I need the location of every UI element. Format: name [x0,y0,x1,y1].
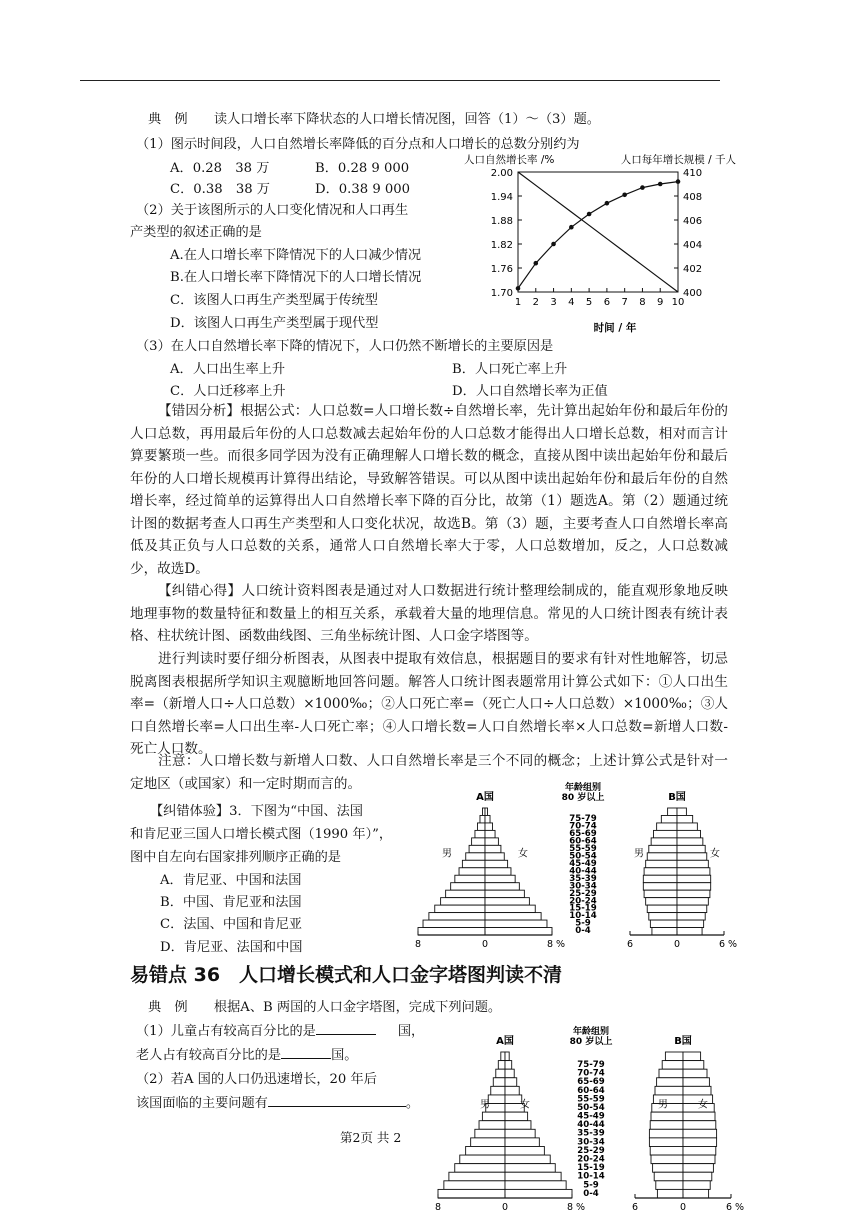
pyramid-bar-male [654,1172,683,1181]
pyramid-bar-male [649,1129,683,1138]
pyramid-bar-female [677,868,710,875]
pyramid-bar-male [644,868,677,875]
answer-blank-1[interactable] [316,1034,376,1035]
pyramid-bar-female [485,815,490,822]
pyramid-bar-male [475,1129,505,1138]
q3-option-a: A．人口出生率上升 [170,362,286,377]
chart-left-tick-label: 2.00 [490,168,513,179]
population-pyramid-1 [414,780,738,950]
pyramid-axis-label: 6 [631,1202,639,1213]
pyramid-bar-male [647,853,677,860]
age-group-label: 60-64 [569,836,597,847]
chart-left-axis-label: 人口自然增长率 /% [464,154,555,166]
example-intro: 典 例 读人口增长率下降状态的人口增长情况图，回答（1）～（3）题。 [148,112,600,127]
pyramid-bar-male [646,860,677,867]
pyramid-axis-label: 0 [679,1202,687,1213]
ex2-q1-text: （1）儿童占有较高百分比的是 [136,1024,316,1039]
chart-point [640,185,645,190]
pyramid-bar-female [677,860,708,867]
pyramid-bar-female [677,928,702,935]
pyramid-bar-male [651,838,677,845]
pyramid-bar-female [683,1189,709,1198]
pyramid-bar-female [505,1189,572,1198]
pyramid-bar-male [657,1189,683,1198]
exp-option-c: C．法国、中国和肯尼亚 [160,917,302,932]
chart-right-axis-label: 人口每年增长规模 / 千人 [620,154,736,166]
chart-x-tick-label: 1 [514,297,522,308]
pyramid-bar-male [646,898,677,905]
pyramid-bar-female [683,1121,716,1130]
age-group-label: 5-9 [583,1180,599,1191]
page-footer: 第2页 共 2 [340,1130,402,1145]
pyramid-bar-female [505,1181,566,1190]
pyramid-bar-male [460,1155,505,1164]
age-group-label: 65-69 [577,1077,605,1088]
pyramid-bar-female [677,898,708,905]
pyramid-bar-male [482,1112,505,1121]
pyramid-bar-female [485,890,524,897]
age-group-label: 25-29 [569,888,597,899]
age-group-header-80: 80 岁以上 [561,793,605,803]
pyramid-male-label: 男 [480,1099,490,1111]
chart-left-tick-label: 1.94 [490,192,513,203]
pyramid-bar-female [683,1138,717,1147]
pyramid-female-label: 女 [710,848,720,860]
pyramid-title: A国 [496,1036,514,1047]
pyramid-bar-female [683,1129,717,1138]
pyramid-bar-female [505,1138,539,1147]
chart-left-tick-label: 1.88 [490,216,513,227]
pyramid-bar-female [485,905,535,912]
pyramid-bar-male [469,845,485,852]
pyramid-bar-male [644,890,677,897]
pyramid-bar-male [659,1069,683,1078]
pyramid-bar-male [654,830,678,837]
pyramid-bar-female [683,1078,709,1087]
pyramid-bar-female [677,883,711,890]
pyramid-bar-female [677,890,710,897]
pyramid-bar-female [505,1069,514,1078]
pyramid-bar-male [466,853,485,860]
pyramid-bar-male [662,1061,683,1070]
pyramid-bar-female [485,845,501,852]
chart-right-tick-label: 402 [683,264,703,275]
pyramid-bar-female [485,808,488,815]
age-group-label: 50-54 [577,1102,605,1113]
correction-insight: 【纠错心得】人口统计资料图表是通过对人口数据进行统计整理绘制成的，能直观形象地反映地理事物的数量特征和数量上的相互关系，承载着大量的地理信息。常见的人口统计图表有统计表格、柱状统计图、函数曲线图、三角坐标统计图、人口金字塔图等。 [130,583,728,644]
pyramid-axis-label: 6 [626,939,634,950]
chart-point [676,179,681,184]
age-group-label: 20-24 [569,896,597,907]
pyramid-bar-female [485,830,495,837]
pyramid-bar-male [435,905,485,912]
pyramid-bar-female [677,815,693,822]
pyramid-bar-female [505,1086,519,1095]
pyramid-bar-female [683,1061,704,1070]
pyramid-bar-male [651,1155,683,1164]
pyramid-bar-male [649,913,677,920]
chart-x-tick-label: 7 [621,297,628,308]
pyramid-bar-female [505,1061,512,1070]
pyramid-bar-male [668,808,677,815]
pyramid-bar-male [496,1069,505,1078]
pyramid-bar-male [656,1181,683,1190]
pyramid-bar-male [479,1121,505,1130]
pyramid-axis-label: 0 [481,939,489,950]
pyramid-bar-male [649,845,677,852]
reading-tips: 进行判读时要仔细分析图表，从图表中提取有效信息，根据题目的要求有针对性地解答，切忌脱离图表根据所学知识主观臆断地回答问题。解答人口统计图表题常用计算公式如下：①人口出生率=（新增人口÷人口总数）×1000‰；②人口死亡率=（死亡人口÷人口总数）×1000‰；③人口自然增长率=人口出生率-人口死亡率；④人口增长数=人口自然增长率×人口总数=新增人口数-死亡人口数。 [130,651,728,757]
pyramid-bar-male [472,838,485,845]
pyramid-bar-female [505,1129,535,1138]
pyramid-axis-label: 6 % [725,1202,745,1213]
chart-x-tick-label: 5 [585,297,593,308]
q3-option-d: D．人口自然增长率为正值 [452,384,608,399]
age-group-label: 10-14 [577,1171,605,1182]
age-group-label: 65-69 [569,829,597,840]
pyramid-bar-female [485,875,515,882]
pyramid-bar-male [477,823,485,830]
pyramid-bar-male [438,1189,505,1198]
example2-intro: 典 例 根据A、B 两国的人口金字塔图，完成下列问题。 [148,1000,502,1015]
pyramid-axis-label: 8 % [566,1202,586,1213]
age-group-label: 55-59 [577,1094,605,1105]
ex2-q1b-text: 老人占有较高百分比的是 [136,1048,282,1063]
chart-x-axis-label: 时间 / 年 [593,322,637,334]
pyramid-bar-male [491,1086,505,1095]
pyramid-axis-label: 0 [673,939,681,950]
exp-option-b: B．中国、肯尼亚和法国 [160,895,302,910]
pyramid-bar-female [683,1172,712,1181]
chart-right-tick-label: 404 [683,240,703,251]
age-group-label: 60-64 [577,1085,605,1096]
chart-point [658,182,663,187]
pyramid-bar-female [485,898,529,905]
population-pyramid-2 [425,1018,745,1214]
age-group-label: 45-49 [577,1111,605,1122]
q2-option-d: D．该图人口再生产类型属于现代型 [170,316,379,331]
chart-right-tick-label: 400 [683,288,703,299]
pyramid-bar-male [418,928,485,935]
age-group-header: 年龄组别 [572,1027,610,1037]
q2-option-c: C．该图人口再生产类型属于传统型 [170,293,378,308]
ex2-q2b-suffix: 。 [405,1096,420,1111]
q1-option-b: B．0.28 9 000 [315,161,410,176]
pyramid-bar-female [683,1069,707,1078]
pyramid-female-label: 女 [520,1099,530,1111]
pyramid-bar-male [455,875,485,882]
pyramid-male-label: 男 [658,1099,668,1111]
chart-point [587,212,592,217]
age-group-label: 0-4 [575,926,591,937]
pyramid-title: B国 [668,792,686,803]
pyramid-bar-male [462,860,485,867]
pyramid-bar-female [485,883,519,890]
chart-left-tick-label: 1.70 [490,288,513,299]
age-group-label: 15-19 [577,1163,605,1174]
pyramid-axis-label: 8 [434,1202,442,1213]
pyramid-bar-female [677,905,707,912]
chart-left-tick-label: 1.76 [490,264,513,275]
pyramid-bar-male [665,1052,683,1061]
age-group-label: 40-44 [577,1120,605,1131]
pyramid-bar-male [466,1146,505,1155]
pyramid-bar-female [485,838,498,845]
pyramid-bar-male [423,920,485,927]
q3-option-b: B．人口死亡率上升 [452,362,568,377]
pyramid-bar-female [677,808,686,815]
note: 注意：人口增长数与新增人口数、人口自然增长率是三个不同的概念；上述计算公式是针对一定地区（或国家）和一定时期而言的。 [130,753,728,792]
ex2-q2b-text: 该国面临的主要问题有 [136,1096,268,1111]
pyramid-bar-female [485,913,541,920]
question-2-line1: （2）关于该图所示的人口变化情况和人口再生 [136,203,409,218]
section-title: 易错点 36 人口增长模式和人口金字塔图判读不清 [130,964,563,986]
pyramid-bar-female [683,1086,711,1095]
pyramid-bar-female [485,823,493,830]
pyramid-bar-female [677,823,697,830]
chart-x-tick-label: 6 [603,297,611,308]
question-2-line2: 产类型的叙述正确的是 [130,225,262,240]
chart-point [551,242,556,247]
pyramid-bar-male [650,920,677,927]
chart-x-tick-label: 10 [671,297,685,308]
q1-option-d: D．0.38 9 000 [315,182,411,197]
chart-point [569,225,574,230]
age-group-label: 15-19 [569,903,597,914]
pyramid-bar-male [446,890,485,897]
pyramid-bar-male [441,898,485,905]
pyramid-bar-male [459,868,485,875]
pyramid-bar-female [485,853,504,860]
age-group-label: 30-34 [577,1137,605,1148]
pyramid-bar-male [498,1061,505,1070]
pyramid-bar-male [643,875,677,882]
age-group-label: 10-14 [569,911,597,922]
pyramid-bar-female [683,1155,715,1164]
pyramid-bar-male [471,1138,505,1147]
chart-point [622,193,627,198]
ex2-question-1 [136,1020,424,1039]
pyramid-bar-male [650,1121,683,1130]
answer-blank-3[interactable] [268,1106,406,1107]
experience-line2: 和肯尼亚三国人口增长模式图（1990 年）”， [130,827,393,842]
pyramid-bar-female [505,1146,544,1155]
chart-series-line-left [518,172,678,292]
pyramid-bar-male [651,1112,683,1121]
pyramid-bar-female [485,860,508,867]
chart-point [533,261,538,266]
chart-left-tick-label: 1.82 [490,240,513,251]
pyramid-axis-label: 8 % [546,939,566,950]
chart-x-tick-label: 4 [568,297,575,308]
age-group-label: 75-79 [577,1060,605,1071]
age-group-label: 30-34 [569,881,597,892]
pyramid-title: B国 [674,1036,692,1047]
q2-option-b: B.在人口增长率下降情况下的人口增长情况 [170,270,422,285]
pyramid-bar-male [655,1086,683,1095]
pyramid-male-label: 男 [442,848,452,860]
pyramid-bar-female [505,1052,509,1061]
pyramid-title: A国 [476,792,494,803]
age-group-label: 70-74 [569,821,597,832]
pyramid-bar-male [650,1146,683,1155]
age-group-header-80: 80 岁以上 [569,1037,613,1047]
age-group-label: 20-24 [577,1154,605,1165]
age-group-label: 70-74 [577,1068,605,1079]
pyramid-bar-female [505,1121,531,1130]
chart-x-tick-label: 2 [532,297,539,308]
pyramid-bar-male [649,1138,683,1147]
q1-option-a: A．0.28 38 万 [170,161,270,176]
age-group-label: 55-59 [569,843,597,854]
age-group-label: 40-44 [569,866,597,877]
header-rule [80,80,720,81]
population-growth-chart [460,150,740,335]
pyramid-bar-female [505,1164,555,1173]
age-group-label: 25-29 [577,1145,605,1156]
pyramid-bar-female [677,853,707,860]
pyramid-bar-female [677,920,704,927]
pyramid-bar-female [485,920,547,927]
chart-right-tick-label: 410 [683,168,703,179]
pyramid-bar-male [647,905,677,912]
q1-option-c: C．0.38 38 万 [170,182,270,197]
pyramid-bar-male [488,1095,505,1104]
pyramid-axis-label: 0 [501,1202,509,1213]
pyramid-bar-male [475,830,485,837]
chart-x-tick-label: 8 [639,297,646,308]
q3-option-c: C．人口迁移率上升 [170,384,286,399]
pyramid-bar-male [657,823,677,830]
pyramid-female-label: 女 [698,1099,708,1111]
pyramid-bar-male [444,1181,505,1190]
pyramid-bar-female [683,1164,713,1173]
pyramid-bar-female [677,845,705,852]
pyramid-bar-male [480,815,485,822]
age-group-header: 年龄组别 [564,783,602,793]
pyramid-bar-female [677,875,711,882]
ex2-question-2: （2）若A 国的人口仍迅速增长，20 年后 [136,1072,377,1087]
pyramid-bar-female [683,1181,710,1190]
error-analysis: 【错因分析】根据公式：人口总数=人口增长数÷自然增长率，先计算出起始年份和最后年份的人口总数，再用最后年份的人口总数减去起始年份的人口总数才能得出人口增长总数，相对而言计算要繁琐一些。而很多同学因为没有正确理解人口增长数的概念，直接从图中读出起始年份和最后年份的人口增长规模再计算得出结论，导致解答错误。可以从图中读出起始年份和最后年份的自然增长率，经过简单的运算得出人口自然增长率下降的百分比，故第（1）题选A。第（2）题通过统计图的数据考查人口再生产类型和人口变化状况，故选B。第（3）题，主要考查人口自然增长率高低及其正负与人口总数的关系，通常人口自然增长率大于零，人口总数增加，反之，人口总数减少，故选D。 [130,403,728,577]
pyramid-bar-female [485,928,552,935]
age-group-label: 35-39 [569,873,597,884]
exp-option-d: D．肯尼亚、法国和中国 [160,940,303,955]
age-group-label: 0-4 [583,1188,599,1199]
pyramid-bar-female [683,1146,716,1155]
chart-point [605,201,610,206]
pyramid-bar-female [677,838,703,845]
chart-point [516,286,521,291]
chart-right-tick-label: 408 [683,192,703,203]
pyramid-bar-female [677,913,705,920]
age-group-label: 5-9 [575,918,591,929]
experience-line3: 图中自左向右国家排列顺序正确的是 [130,850,341,865]
exp-option-a: A．肯尼亚、中国和法国 [160,873,302,888]
pyramid-bar-male [653,1164,683,1173]
pyramid-bar-female [505,1078,517,1087]
chart-series-line-right [518,182,678,289]
age-group-label: 75-79 [569,814,597,825]
pyramid-bar-female [505,1155,550,1164]
ex2-q1b-suffix: 国。 [331,1048,358,1063]
pyramid-bar-male [451,883,485,890]
pyramid-axis-label: 8 [414,939,422,950]
ex2-question-1b [136,1044,357,1063]
ex2-question-2b [136,1092,419,1111]
pyramid-bar-male [455,1164,505,1173]
age-group-label: 50-54 [569,851,597,862]
chart-right-tick-label: 406 [683,216,703,227]
pyramid-bar-male [493,1078,505,1087]
pyramid-male-label: 男 [634,848,644,860]
pyramid-bar-female [505,1112,528,1121]
experience-line1: 【纠错体验】3．下图为“中国、法国 [150,804,363,819]
age-group-label: 45-49 [569,858,597,869]
pyramid-bar-female [683,1052,701,1061]
pyramid-bar-male [643,883,677,890]
pyramid-bar-female [677,830,701,837]
pyramid-bar-male [449,1172,505,1181]
question-1: （1）图示时间段，人口自然增长率降低的百分点和人口增长的总数分别约为 [136,137,580,152]
chart-x-tick-label: 9 [657,297,664,308]
pyramid-bar-female [505,1172,561,1181]
ex2-q1-suffix: 国， [397,1024,425,1039]
pyramid-bar-female [485,868,511,875]
pyramid-bar-male [652,928,677,935]
age-group-label: 35-39 [577,1128,605,1139]
pyramid-bar-male [429,913,485,920]
pyramid-bar-female [683,1112,715,1121]
chart-x-tick-label: 3 [550,297,557,308]
pyramid-female-label: 女 [518,848,528,860]
pyramid-bar-male [501,1052,505,1061]
pyramid-bar-male [657,1078,683,1087]
pyramid-bar-male [661,815,677,822]
question-3: （3）在人口自然增长率下降的情况下，人口仍然不断增长的主要原因是 [136,339,554,354]
answer-blank-2[interactable] [281,1058,331,1059]
pyramid-axis-label: 6 % [718,939,738,950]
q2-option-a: A.在人口增长率下降情况下的人口减少情况 [170,248,422,263]
